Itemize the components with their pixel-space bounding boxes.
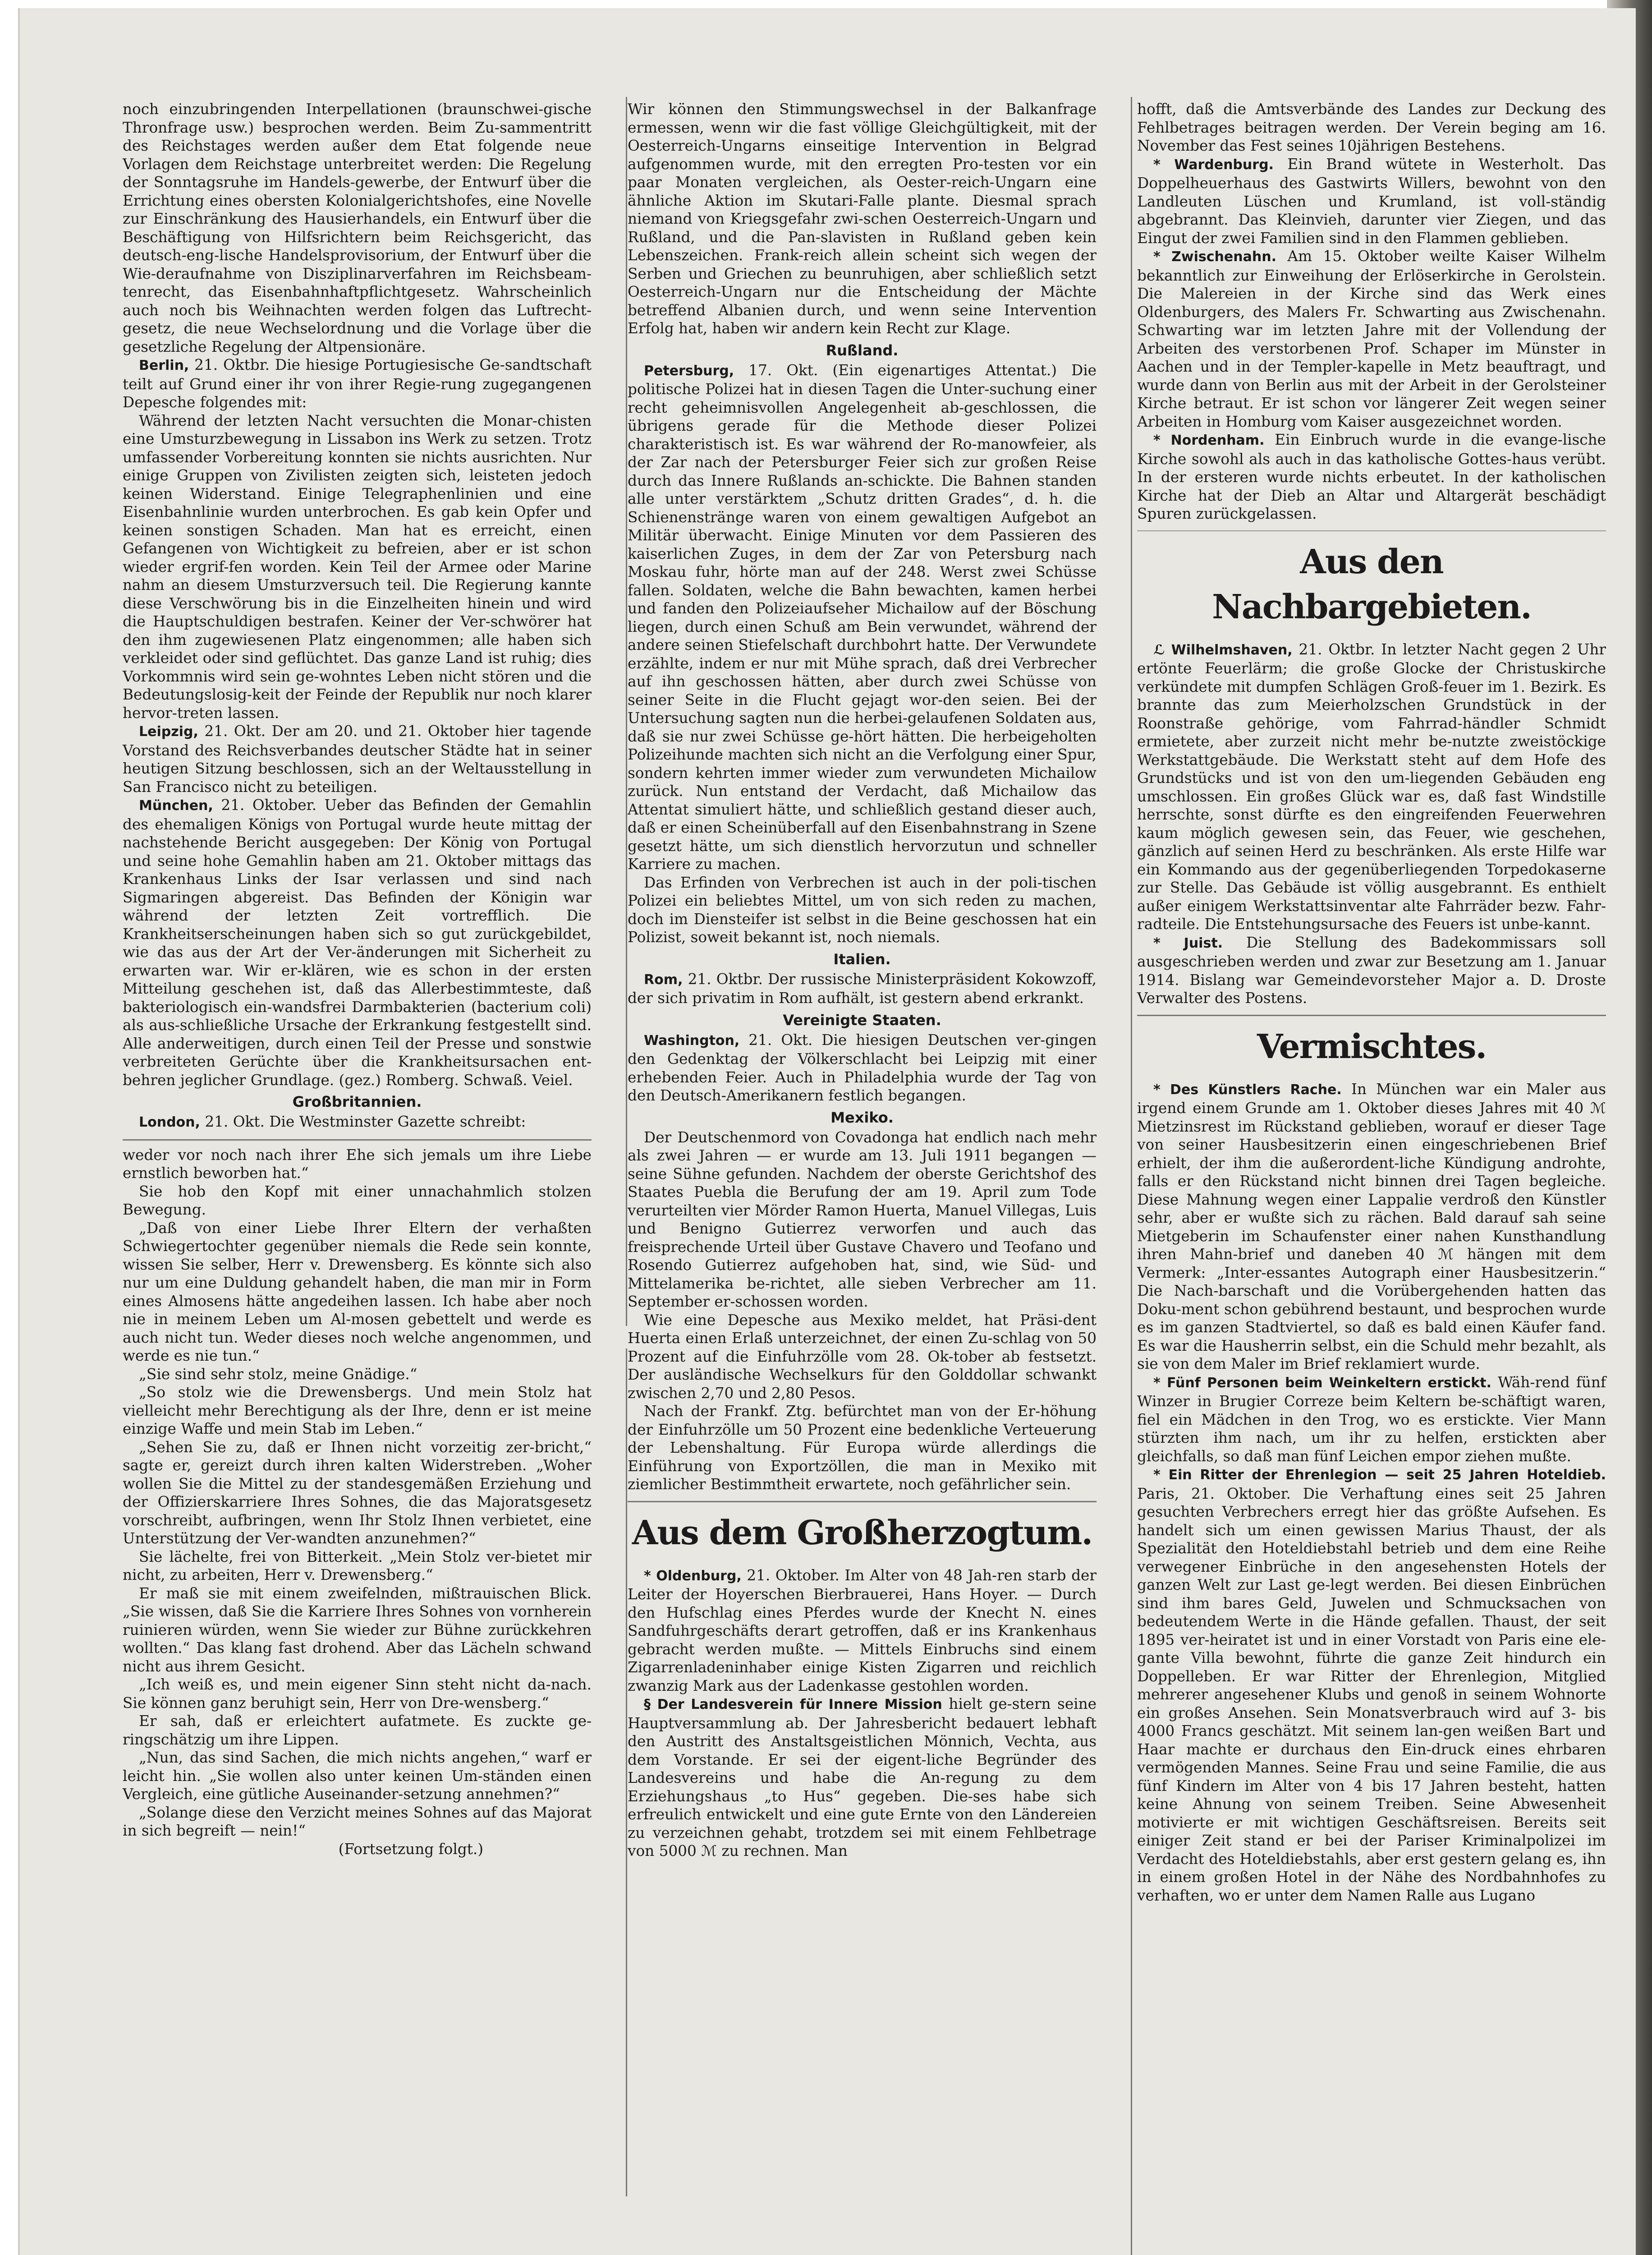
column-rule-left-lower bbox=[626, 1348, 627, 2196]
news-item: Der Deutschenmord von Covadonga hat endlich nach mehr als zwei Jahren — er wurde am 13. Juli 1911 begangen — seine Sühne gefunden. Nachdem der oberste Gerichtshof des Staates Puebla die Berufung der am 19. April zum Tode verurteilten vier Mörder Ramon Huerta, Manuel Villegas, Luis und Benigno Gutierrez verworfen und auch das freisprechende Urteil über Gustave Chavero und Teofano und Rosendo Gutierrez aufgehoben hat, sind, wie Süd- und Mittelamerika be-richtet, alle sieben Verbrecher am 11. September er-schossen worden. bbox=[628, 1128, 1097, 1310]
section-heading-nachbargebiete: Aus den Nachbargebieten. bbox=[1212, 542, 1531, 626]
serial-paragraph: „Sehen Sie zu, daß er Ihnen nicht vorzeitig zer-bricht,“ sagte er, gereizt durch ihren kalten Widerstreben. „Woher wollen Sie die Mittel zu der standesgemäßen Erziehung und der Offizierskarriere Ihres Sohnes, die das Majoratsgesetz vorschreibt, aufbringen, wenn Ihr Stolz Ihnen verbietet, eine Unterstützung der Ver-wandten anzunehmen?“ bbox=[123, 1438, 592, 1547]
reichstag-paragraph: noch einzubringenden Interpellationen (braunschwei-gische Thronfrage usw.) besprochen werden. Beim Zu-sammentritt des Reichstages werden außer dem Etat folgende neue Vorlagen dem Reichstage unterbreitet werden: Die Regelung der Sonntagsruhe im Handels-gewerbe, der Entwurf über die Errichtung eines obersten Kolonialgerichtshofes, eine Novelle zur Einschränkung des Hausierhandels, ein Entwurf über die Beschäftigung von Hilfsrichtern beim Reichsgericht, das deutsch-eng-lische Handelsprovisorium, der Entwurf über die Wie-deraufnahme von Disziplinarverfahren im Reichsbeam-tenrecht, das Eisenbahnhaftpflichtgesetz. Wahrscheinlich auch noch bis Weihnachten werden folgen das Luftrecht-gesetz, die neue Wechselordnung und die Vorlage über die gesetzliche Regelung der Altpensionäre. bbox=[123, 101, 592, 355]
serial-paragraph: Sie lächelte, frei von Bitterkeit. „Mein Stolz ver-bietet mir nicht, zu arbeiten, Herr v. Drewensberg.“ bbox=[123, 1548, 592, 1583]
news-item: * Fünf Personen beim Weinkeltern erstickt. Wäh-rend fünf Winzer in Brugier Correze beim Keltern be-schäftigt waren, fiel ein Mädchen in den Trog, wo es erstickte. Vier Mann stürzten ihm nach, um ihr zu helfen, erstickten aber gleichfalls, so daß man fünf Leichen empor ziehen mußte. bbox=[1137, 1373, 1606, 1465]
news-item: Nach der Frankf. Ztg. befürchtet man von der Er-höhung der Einfuhrzölle um 50 Prozent eine bedenkliche Verteuerung der Lebenshaltung. Für Europa würde allerdings die Einführung von Exportzöllen, die man in Mexiko mit ziemlicher Bestimmtheit erwartete, noch gefährlicher sein. bbox=[628, 1403, 1097, 1493]
section-divider bbox=[1137, 530, 1606, 531]
news-item: * Nordenham. Ein Einbruch wurde in die evange-lische Kirche sowohl als auch in das katholische Gottes-haus verübt. In der ersteren wurde nichts erbeutet. In der katholischen Kirche hat der Dieb an Altar und Altargerät beschädigt Spuren zurückgelassen. bbox=[1137, 431, 1606, 522]
news-item: * Ein Ritter der Ehrenlegion — seit 25 Jahren Hoteldieb. Paris, 21. Oktober. Die Verhaftung eines seit 25 Jahren gesuchten Verbrechers erregt hier das größte Aufsehen. Es handelt sich um einen gewissen Marius Thaust, der als Spezialität den Hoteldiebstahl betrieb und dem eine Reihe verwegener Einbrüche in den angesehensten Hotels der ganzen Welt zur Last ge-legt werden. Bei diesen Einbrüchen sind ihm bares Geld, Juwelen und Schmucksachen von bedeutendem Werte in die Hände gefallen. Thaust, der seit 1895 ver-heiratet ist und in einer Vorstadt von Paris eine ele-gante Villa bewohnt, führte die ganze Zeit hindurch ein Doppelleben. Er war Ritter der Ehrenlegion, Mitglied mehrerer angesehener Klubs und genoß in seinem Wohnorte ein großes Ansehen. Sein Monatsverbrauch wird auf 3- bis 4000 Francs geschätzt. Mit seinem lan-gen weißen Bart und Haar machte er durchaus den Ein-druck eines ehrbaren vermögenden Mannes. Seine Frau und seine Familie, die aus fünf Kindern im Alter von 4 bis 17 Jahren besteht, hatten keine Ahnung von seinem Treiben. Seine Abwesenheit motivierte er mit wichtigen Geschäftsreisen. Bereits seit einiger Zeit stand er bei der Pariser Kriminalpolizei im Verdacht des Hoteldiebstahls, aber erst gestern gelang es, ihn in einem großen Hotel in der Nähe des Nordbahnhofes zu verhaften, wo er unter dem Namen Ralle aus Lugano bbox=[1137, 1467, 1606, 1904]
news-item: London, 21. Okt. Die Westminster Gazette schreibt: bbox=[139, 1113, 526, 1130]
section-heading-italien: Italien. bbox=[833, 950, 891, 968]
news-item: * Zwischenahn. Am 15. Oktober weilte Kaiser Wilhelm bekanntlich zur Einweihung der Erlöserkirche in Gerolstein. Die Malereien in der Kirche sind das Werk eines Oldenburgers, des Malers Fr. Schwarting aus Zwischenahn. Schwarting war im letzten Jahre mit der Vollendung der Arbeiten des verstorbenen Prof. Schaper im Münster in Aachen und in der Templer-kapelle in Metz beauftragt, und wurde dann von Berlin aus mit der Arbeit in der Gerolsteiner Kirche betraut. Er ist schon vor längerer Zeit wegen seiner Arbeiten in Homburg vom Kaiser ausgezeichnet worden. bbox=[1137, 248, 1606, 430]
balkan-paragraph: Wir können den Stimmungswechsel in der Balkanfrage ermessen, wenn wir die fast völlige Gleichgültigkeit, mit der Oesterreich-Ungarns einseitige Intervention in Belgrad aufgenommen wurde, mit den erregten Pro-testen vor ein paar Monaten vergleichen, als Oester-reich-Ungarn eine ähnliche Aktion im Skutari-Falle plante. Diesmal sprach niemand von Kriegsgefahr zwi-schen Oesterreich-Ungarn und Rußland, und die Pan-slavisten in Rußland geben kein Lebenszeichen. Frank-reich allein scheint sich wegen der Serben und Griechen zu beunruhigen, aber schließlich setzt Oesterreich-Ungarn nur die Entscheidung der Mächte betreffend Albanien durch, und wenn seine Intervention Erfolg hat, haben wir andern kein Recht zur Klage. bbox=[628, 101, 1097, 337]
serial-continuation: (Fortsetzung folgt.) bbox=[338, 1840, 483, 1858]
column-2 bbox=[628, 100, 1097, 1860]
serial-paragraph: „Solange diese den Verzicht meines Sohnes auf das Majorat in sich begreift — nein!“ bbox=[123, 1804, 592, 1839]
serial-paragraph: Er sah, daß er erleichtert aufatmete. Es zuckte ge-ringschätzig um ihre Lippen. bbox=[123, 1712, 592, 1748]
section-heading-grossherzogtum: Aus dem Großherzogtum. bbox=[632, 1513, 1092, 1552]
news-item: Wie eine Depesche aus Mexiko meldet, hat Präsi-dent Huerta einen Erlaß unterzeichnet, der einen Zu-schlag von 50 Prozent auf die Einfuhrzölle vom 28. Ok-tober ab festsetzt. Der ausländische Wechselkurs für den Golddollar schwankt zwischen 2,70 und 2,80 Pesos. bbox=[628, 1311, 1097, 1402]
news-item: Petersburg, 17. Okt. (Ein eigenartiges Attentat.) Die politische Polizei hat in diesen Tagen die Unter-suchung einer recht geheimnisvollen Angelegenheit ab-geschlossen, die übrigens gerade für die Methode dieser Polizei charakteristisch ist. Es war während der Ro-manowfeier, als der Zar nach der Petersburger Feier sich zur großen Reise durch das Innere Rußlands an-schickte. Die Bahnen standen alle unter verstärktem „Schutz dritten Grades“, d. h. die Schienenstränge waren von einem gewaltigen Aufgebot an Militär überwacht. Einige Minuten vor dem Passieren des kaiserlichen Zuges, in dem der Zar von Petersburg nach Moskau fuhr, hörte man auf der 248. Werst zwei Schüsse fallen. Soldaten, welche die Bahn bewachten, kamen herbei und fanden den Polizeiaufseher Michailow auf der Böschung liegen, durch einen Schuß am Bein verwundet, während der andere seinen Stiefelschaft durchbohrt hatte. Der Verwundete erzählte, indem er nur mit Mühe sprach, daß drei Verbrecher auf ihn geschossen hätten, aber durch zwei Schüsse von seiner Seite in die Flucht gejagt wor-den seien. Bei der Untersuchung sagten nun die herbei-gelaufenen Soldaten aus, daß sie nur zwei Schüsse ge-hört hätten. Die herbeigeholten Polizeihunde machten sich nicht an die Verfolgung einer Spur, sondern kehrten immer wieder zum verwundeten Michailow zurück. Nun entstand der Verdacht, daß Michailow das Attentat simuliert hätte, und schließlich gestand dieser auch, daß er einen Scheinüberfall auf den Eisenbahnstrang in Szene gesetzt hätte, um sich dienstlich hervorzutun und schneller Karriere zu machen. bbox=[628, 361, 1097, 873]
serial-paragraph: „Ich weiß es, und mein eigener Sinn steht nicht da-nach. Sie können ganz beruhigt sein, Herr von Dre-wensberg.“ bbox=[123, 1676, 592, 1712]
column-3 bbox=[1137, 100, 1606, 1905]
news-item: Washington, 21. Okt. Die hiesigen Deutschen ver-gingen den Gedenktag der Völkerschlacht bei Leipzig mit einer erhebenden Feier. Auch in Philadelphia wurde der Tag von den Deutsch-Amerikanern festlich begangen. bbox=[628, 1031, 1097, 1104]
serial-paragraph: weder vor noch nach ihrer Ehe sich jemals um ihre Liebe ernstlich beworben hat.“ bbox=[123, 1146, 592, 1182]
news-item: * Juist. Die Stellung des Badekommissars soll ausgeschrieben werden und zwar zur Besetzung am 1. Januar 1914. Bislang war Gemeindevorsteher Major a. D. Droste Verwalter des Postens. bbox=[1137, 934, 1606, 1007]
section-heading-russland: Rußland. bbox=[826, 341, 899, 359]
news-item: Während der letzten Nacht versuchten die Monar-chisten eine Umsturzbewegung in Lissabon ins Werk zu setzen. Trotz umfassender Vorbereitung konnten sie nichts ausrichten. Nur einige Gruppen von Zivilisten zeigten sich, leisteten jedoch keinen Widerstand. Einige Telegraphenlinien und eine Eisenbahnlinie wurden unterbrochen. Es gab kein Opfer und keinen sonstigen Schaden. Man hat es erreicht, einen Gefangenen von Wichtigkeit zu befreien, aber er ist schon wieder ergrif-fen worden. Kein Teil der Armee oder Marine nahm an diesem Umsturzversuch teil. Die Regierung kannte diese Verschwörung bis in die Einzelheiten hinein und wird die Hauptschuldigen bestrafen. Keiner der Ver-schwörer hat den ihm zugewiesenen Platz eingenommen; alle haben sich verkleidet oder sind geflüchtet. Das ganze Land ist ruhig; dies Vorkommnis wird sein ge-wohntes Leben nicht stören und die Bedeutungslosig-keit der Feinde der Republik nur noch klarer hervor-treten lassen. bbox=[123, 412, 592, 722]
serial-paragraph: Sie hob den Kopf mit einer unnachahmlich stolzen Bewegung. bbox=[123, 1183, 592, 1218]
serial-story bbox=[123, 1146, 592, 1840]
column-rule-right bbox=[1131, 97, 1132, 2255]
news-item: München, 21. Oktober. Ueber das Befinden der Gemahlin des ehemaligen Königs von Portugal wurde heute mittag der nachstehende Bericht ausgegeben: Der König von Portugal und seine hohe Gemahlin haben am 21. Oktober mittags das Krankenhaus Links der Isar verlassen und sind nach Sigmaringen abgereist. Das Befinden der Königin war während der letzten Zeit vortrefflich. Die Krankheitserscheinungen haben sich so gut zurückgebildet, wie das aus der Art der Ver-änderungen mit Sicherheit zu erwarten war. Wir er-klären, wie es schon in der ersten Mitteilung geschehen ist, daß das Allerbestimmteste, daß bakteriologisch ein-wandsfrei Darmbakterien (bacterium coli) als aus-schließliche Ursache der Erkrankung festgestellt sind. Alle anderweitigen, durch einen Teil der Presse und sonstwie verbreiteten Gerüchte über die Krankheitsursachen ent-behren jeglicher Grundlage. (gez.) Romberg. Schwaß. Veiel. bbox=[123, 796, 592, 1089]
news-item: * Des Künstlers Rache. In München war ein Maler aus irgend einem Grunde am 1. Oktober dieses Jahres mit 40 ℳ Mietzinsrest im Rückstand geblieben, worauf er dieser Tage von seiner Hausbesitzerin einen eingeschriebenen Brief erhielt, der ihm die außerordent-liche Kündigung androhte, falls er den Rückstand nicht binnen drei Tagen begleiche. Diese Mahnung wegen einer Lappalie verdroß den Künstler sehr, aber er wußte sich zu rächen. Bald darauf sah seine Mietgeberin im Schaufenster einer nahen Kunsthandlung ihren Mahn-brief und daneben 40 ℳ hängen mit dem Vermerk: „Inter-essantes Autograph einer Hausbesitzerin.“ Die Nach-barschaft und die Vorübergehenden hatten das Doku-ment schon gebührend bestaunt, und besprochen wurde es im ganzen Stadtviertel, so daß es bald einen Käufer fand. Es war die Hausherrin selbst, ein die Schuld mehr bezahlt, als sie von dem Maler im Brief reklamiert wurde. bbox=[1137, 1080, 1606, 1372]
news-item: Rom, 21. Oktbr. Der russische Ministerpräsident Kokowzoff, der sich privatim in Rom aufhält, ist gestern abend erkrankt. bbox=[628, 970, 1097, 1007]
section-heading-grossbritannien: Großbritannien. bbox=[292, 1093, 422, 1110]
news-item: * Wardenburg. Ein Brand wütete in Westerholt. Das Doppelheuerhaus des Gastwirts Willers, bewohnt von den Landleuten Lüschen und Krumland, ist voll-ständig abgebrannt. Das Kleinvieh, darunter vier Ziegen, und das Eingut der zwei Familien sind in den Flammen geblieben. bbox=[1137, 155, 1606, 247]
column-rule-left bbox=[626, 97, 627, 1326]
section-divider bbox=[1137, 1015, 1606, 1016]
section-heading-vermischtes: Vermischtes. bbox=[1257, 1027, 1487, 1066]
news-item: ℒ Wilhelmshaven, 21. Oktbr. In letzter Nacht gegen 2 Uhr ertönte Feuerlärm; die große Glocke der Christuskirche verkündete mit dumpfen Schlägen Groß-feuer im 1. Bezirk. Es brannte das zum Meierholzschen Grundstück in der Roonstraße gehörige, vom Fahrrad-händler Schmidt ermietete, aber zurzeit nicht mehr be-nutzte zweistöckige Werkstattgebäude. Die Werkstatt steht auf dem Hofe des Grundstücks und ist von den um-liegenden Gebäuden eng umschlossen. Ein großes Glück war es, daß fast Windstille herrschte, sonst dürfte es den eingreifenden Feuerwehren kaum möglich gewesen sein, das Feuer, wie geschehen, gänzlich auf seinen Herd zu beschränken. Als erste Hilfe war ein Kommando aus der gegenüberliegenden Torpedokaserne zur Stelle. Das Gebäude ist völlig ausgebrannt. Es enthielt außer einigem Werkstattsinventar alte Fahrräder bezw. Fahr-radteile. Die Entstehungsursache des Feuers ist unbe-kannt. bbox=[1137, 640, 1606, 933]
serial-paragraph: „So stolz wie die Drewensbergs. Und mein Stolz hat vielleicht mehr Berechtigung als der Ihre, denn er ist meine einzige Waffe und mein Stab im Leben.“ bbox=[123, 1384, 592, 1437]
section-heading-vereinigte-staaten: Vereinigte Staaten. bbox=[783, 1011, 941, 1029]
news-continuation: hofft, daß die Amtsverbände des Landes zur Deckung des Fehlbetrages beitragen werden. Der Verein beging am 16. November das Fest seines 10jährigen Bestehens. bbox=[1137, 101, 1606, 154]
serial-paragraph: „Daß von einer Liebe Ihrer Eltern der verhaßten Schwiegertochter gegenüber niemals die Rede sein konnte, wissen Sie selber, Herr v. Drewensberg. Es könnte sich also nur um eine Duldung gehandelt haben, die man mir in Form eines Almosens hätte angedeihen lassen. Ich habe aber noch nie in meinem Leben um Al-mosen gebettelt und werde es auch nicht tun. Weder dieses noch welche angenommen, und werde es nie tun.“ bbox=[123, 1219, 592, 1364]
news-item: Leipzig, 21. Okt. Der am 20. und 21. Oktober hier tagende Vorstand des Reichsverbandes deutscher Städte hat in seiner heutigen Sitzung beschlossen, sich an der Weltausstellung in San Francisco nicht zu beteiligen. bbox=[123, 723, 592, 796]
serial-paragraph: „Sie sind sehr stolz, meine Gnädige.“ bbox=[139, 1365, 418, 1383]
feuilleton-divider bbox=[123, 1139, 592, 1141]
serial-paragraph: Er maß sie mit einem zweifelnden, mißtrauischen Blick. „Sie wissen, daß Sie die Karriere Ihres Sohnes von vornherein ruinieren würden, wenn Sie wieder zur Bühne zurückkehren wollten.“ Das klang fast drohend. Aber das Lächeln schwand nicht aus ihrem Gesicht. bbox=[123, 1584, 592, 1675]
news-item: * Oldenburg, 21. Oktober. Im Alter von 48 Jah-ren starb der Leiter der Hoyerschen Bierbrauerei, Hans Hoyer. — Durch den Hufschlag eines Pferdes wurde der Knecht N. eines Sandfuhrgeschäfts derart getroffen, daß er ins Krankenhaus gebracht werden mußte. — Mittels Einbruchs sind einem Zigarrenladeninhaber einige Kisten Zigarren und reichlich zwanzig Mark aus der Ladenkasse gestohlen worden. bbox=[628, 1566, 1097, 1694]
section-divider bbox=[628, 1501, 1097, 1502]
serial-paragraph: „Nun, das sind Sachen, die mich nichts angehen,“ warf er leicht hin. „Sie wollen also unter keinen Um-ständen einen Vergleich, eine gütliche Auseinander-setzung annehmen?“ bbox=[123, 1749, 592, 1803]
news-item: Das Erfinden von Verbrechen ist auch in der poli-tischen Polizei ein beliebtes Mittel, um von sich reden zu machen, doch im Diensteifer ist selbst in die Beine geschossen hat ein Polizist, soweit bekannt ist, noch niemals. bbox=[628, 874, 1097, 946]
news-item: § Der Landesverein für Innere Mission hielt ge-stern seine Hauptversammlung ab. Der Jahresbericht bedauert lebhaft den Austritt des Anstaltsgeistlichen Mönnich, Vechta, aus dem Vorstande. Er sei der eigent-liche Begründer des Landesvereins und habe die An-regung zu dem Erziehungshaus „to Hus“ gegeben. Die-ses habe sich erfreulich entwickelt und eine gute Ernte von den Ländereien zu verzeichnen gehabt, trotzdem sei mit einem Fehlbetrage von 5000 ℳ zu rechnen. Man bbox=[628, 1695, 1097, 1859]
news-item: Berlin, 21. Oktbr. Die hiesige Portugiesische Ge-sandtschaft teilt auf Grund einer ihr von ihrer Regie-rung zugegangenen Depesche folgendes mit: bbox=[123, 356, 592, 411]
section-heading-mexiko: Mexiko. bbox=[831, 1109, 894, 1126]
column-1 bbox=[123, 100, 592, 1858]
